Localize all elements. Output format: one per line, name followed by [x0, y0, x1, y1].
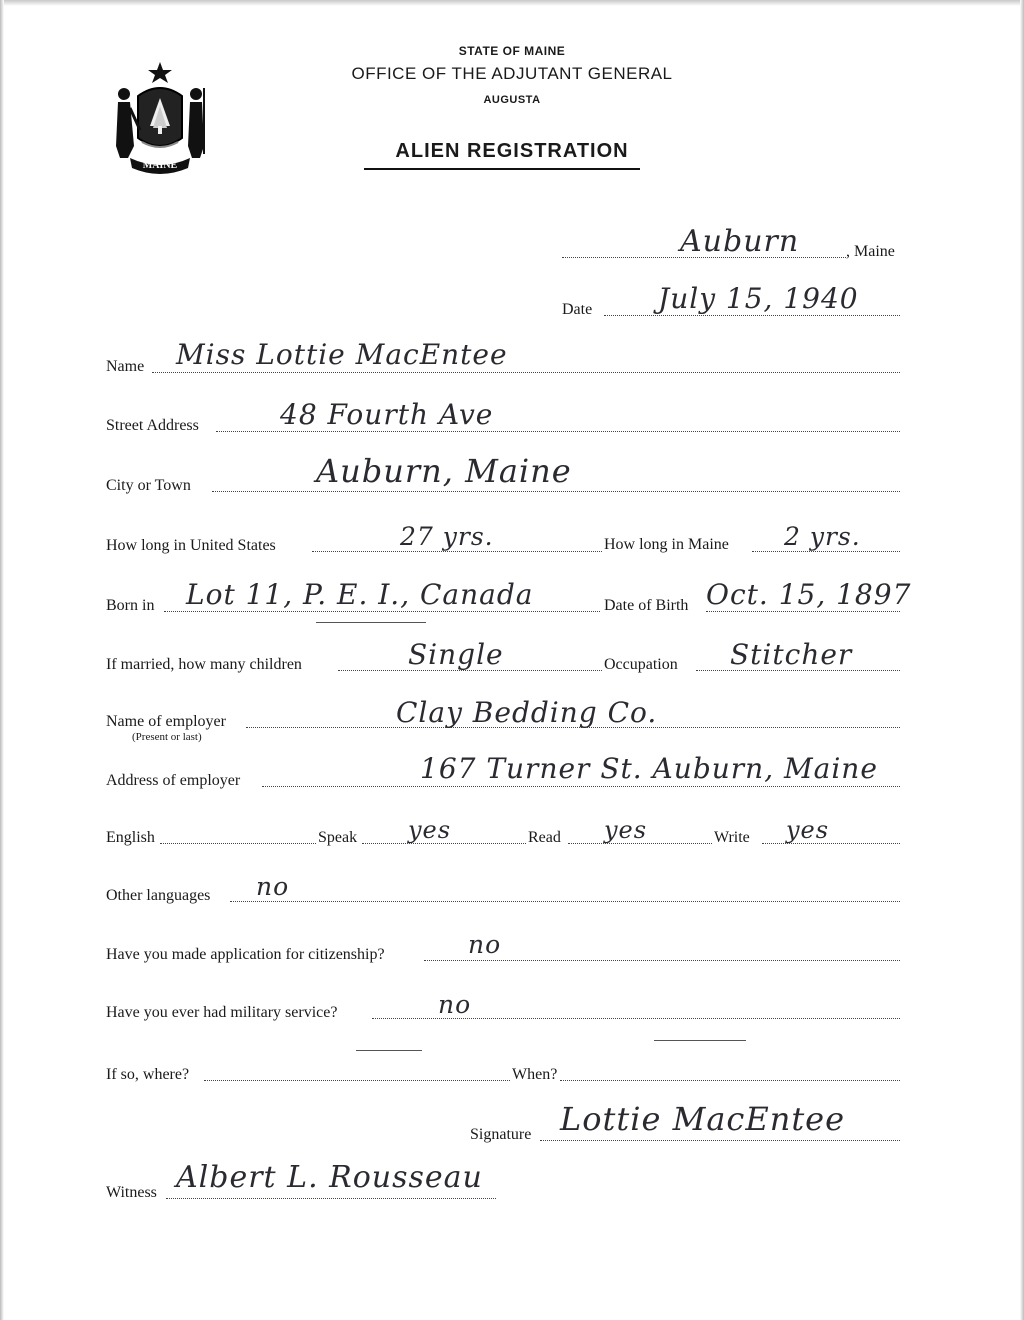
employer-address-value: 167 Turner St. Auburn, Maine	[420, 752, 878, 785]
when-label: When?	[512, 1066, 558, 1083]
title-underline	[364, 168, 640, 170]
scan-edge-top	[0, 0, 1024, 6]
born-in-value: Lot 11, P. E. I., Canada	[186, 578, 534, 611]
read-label: Read	[528, 829, 561, 846]
witness-dotline	[166, 1198, 496, 1199]
occupation-label: Occupation	[604, 656, 678, 673]
how-long-maine-dotline	[752, 551, 900, 552]
write-dotline	[762, 843, 900, 844]
married-label: If married, how many children	[106, 656, 302, 673]
how-long-us-dotline	[312, 551, 602, 552]
scan-edge-right	[1020, 0, 1024, 1320]
city-value: Auburn, Maine	[316, 452, 572, 490]
maine-label: , Maine	[846, 243, 895, 260]
date-dotline	[604, 315, 900, 316]
witness-value: Albert L. Rousseau	[176, 1160, 483, 1195]
city-label: City or Town	[106, 477, 191, 494]
name-dotline	[152, 372, 900, 373]
employer-sublabel: (Present or last)	[132, 731, 202, 743]
how-long-maine-label: How long in Maine	[604, 536, 729, 553]
born-in-label: Born in	[106, 597, 155, 614]
street-label: Street Address	[106, 417, 199, 434]
when-dash-mark	[654, 1040, 746, 1041]
date-value: July 15, 1940	[658, 282, 859, 315]
speak-label: Speak	[318, 829, 358, 846]
other-languages-value: no	[256, 872, 290, 901]
street-dotline	[216, 431, 900, 432]
military-label: Have you ever had military service?	[106, 1004, 338, 1021]
other-languages-dotline	[230, 901, 900, 902]
write-label: Write	[714, 829, 750, 846]
employer-value: Clay Bedding Co.	[396, 696, 658, 729]
town-value: Auburn	[680, 224, 800, 259]
how-long-us-value: 27 yrs.	[400, 522, 494, 551]
witness-label: Witness	[106, 1184, 157, 1201]
read-value: yes	[604, 816, 648, 844]
dob-value: Oct. 15, 1897	[706, 578, 912, 611]
scan-edge-left	[0, 0, 4, 1320]
born-in-underline-mark	[316, 622, 426, 623]
employer-label: Name of employer	[106, 713, 226, 730]
where-dash-mark	[356, 1050, 422, 1051]
form-title: ALIEN REGISTRATION	[395, 140, 629, 162]
english-dotline	[160, 843, 316, 844]
speak-value: yes	[408, 816, 452, 844]
city-dotline	[212, 491, 900, 492]
dob-label: Date of Birth	[604, 597, 689, 614]
signature-dotline	[540, 1140, 900, 1141]
other-languages-label: Other languages	[106, 887, 211, 904]
how-long-us-label: How long in United States	[106, 537, 276, 554]
dob-dotline	[706, 611, 900, 612]
name-value: Miss Lottie MacEntee	[176, 338, 508, 371]
how-long-maine-value: 2 yrs.	[784, 522, 861, 551]
employer-address-label: Address of employer	[106, 772, 241, 789]
citizenship-label: Have you made application for citizenship?	[106, 946, 385, 963]
header-state: STATE OF MAINE	[458, 44, 566, 58]
seal-banner-text: MAINE	[142, 160, 178, 171]
citizenship-value: no	[468, 930, 502, 959]
header-office: OFFICE OF THE ADJUTANT GENERAL	[351, 64, 673, 83]
write-value: yes	[786, 816, 830, 844]
born-in-dotline	[164, 611, 600, 612]
street-value: 48 Fourth Ave	[280, 398, 494, 431]
where-dotline	[204, 1080, 510, 1081]
signature-label: Signature	[470, 1126, 532, 1143]
where-label: If so, where?	[106, 1066, 190, 1083]
when-dotline	[560, 1080, 900, 1081]
english-label: English	[106, 829, 155, 846]
name-label: Name	[106, 358, 145, 375]
married-value: Single	[408, 638, 504, 671]
military-value: no	[438, 990, 472, 1019]
header-city: AUGUSTA	[483, 94, 541, 106]
occupation-value: Stitcher	[730, 638, 853, 671]
citizenship-dotline	[424, 960, 900, 961]
signature-value: Lottie MacEntee	[560, 1100, 846, 1138]
date-label: Date	[562, 301, 593, 318]
employer-address-dotline	[262, 786, 900, 787]
